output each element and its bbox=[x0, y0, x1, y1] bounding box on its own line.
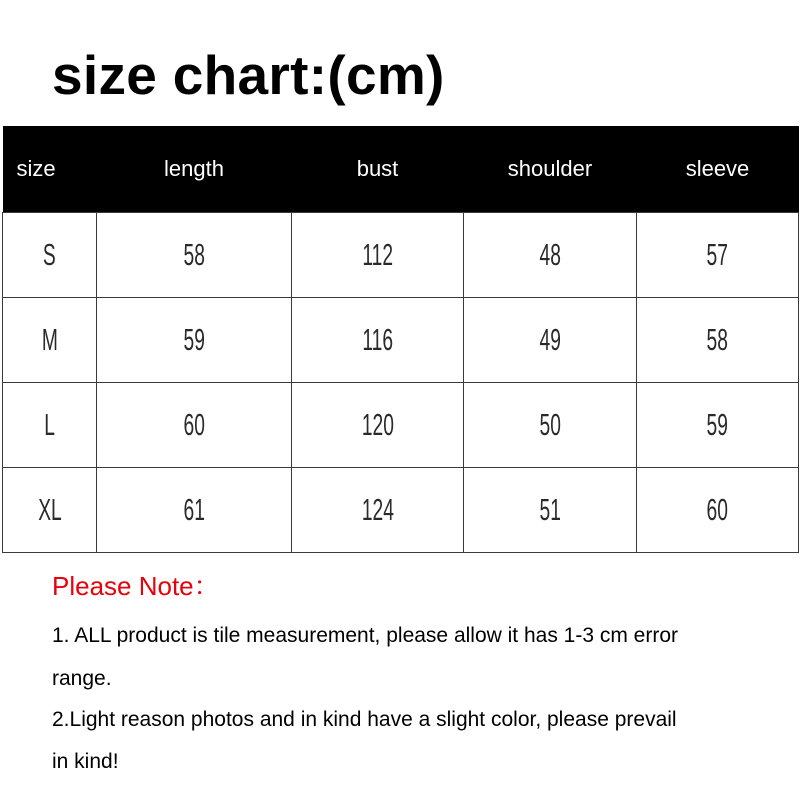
cell-shoulder: 48 bbox=[464, 213, 637, 298]
cell-size: M bbox=[3, 298, 97, 383]
table-row bbox=[3, 383, 799, 468]
header-length: length bbox=[97, 126, 292, 213]
cell-bust: 124 bbox=[292, 468, 464, 553]
cell-shoulder: 49 bbox=[464, 298, 637, 383]
cell-size: XL bbox=[3, 468, 97, 553]
note-line-1: 1. ALL product is tile measurement, please allow it has 1-3 cm error bbox=[52, 624, 679, 647]
cell-size: L bbox=[3, 383, 97, 468]
cell-length: 61 bbox=[97, 468, 292, 553]
cell-length: 60 bbox=[97, 383, 292, 468]
header-sleeve: sleeve bbox=[637, 126, 799, 213]
table-header-row bbox=[3, 126, 799, 213]
header-size: size bbox=[3, 126, 97, 213]
table-row bbox=[3, 468, 799, 553]
cell-sleeve: 58 bbox=[637, 298, 799, 383]
cell-sleeve: 57 bbox=[637, 213, 799, 298]
note-line-3: 2.Light reason photos and in kind have a slight color, please prevail bbox=[52, 708, 677, 731]
table-row bbox=[3, 213, 799, 298]
header-shoulder: shoulder bbox=[464, 126, 637, 213]
note-line-2: range. bbox=[52, 667, 112, 690]
cell-sleeve: 59 bbox=[637, 383, 799, 468]
cell-shoulder: 50 bbox=[464, 383, 637, 468]
page-title: size chart:(cm) bbox=[52, 44, 445, 106]
cell-sleeve: 60 bbox=[637, 468, 799, 553]
header-bust: bust bbox=[292, 126, 464, 213]
note-line-4: in kind! bbox=[52, 750, 119, 773]
size-table bbox=[2, 126, 799, 553]
cell-bust: 112 bbox=[292, 213, 464, 298]
cell-bust: 120 bbox=[292, 383, 464, 468]
cell-length: 58 bbox=[97, 213, 292, 298]
cell-shoulder: 51 bbox=[464, 468, 637, 553]
cell-length: 59 bbox=[97, 298, 292, 383]
cell-bust: 116 bbox=[292, 298, 464, 383]
cell-size: S bbox=[3, 213, 97, 298]
note-heading: Please Note： bbox=[52, 571, 220, 601]
table-row bbox=[3, 298, 799, 383]
